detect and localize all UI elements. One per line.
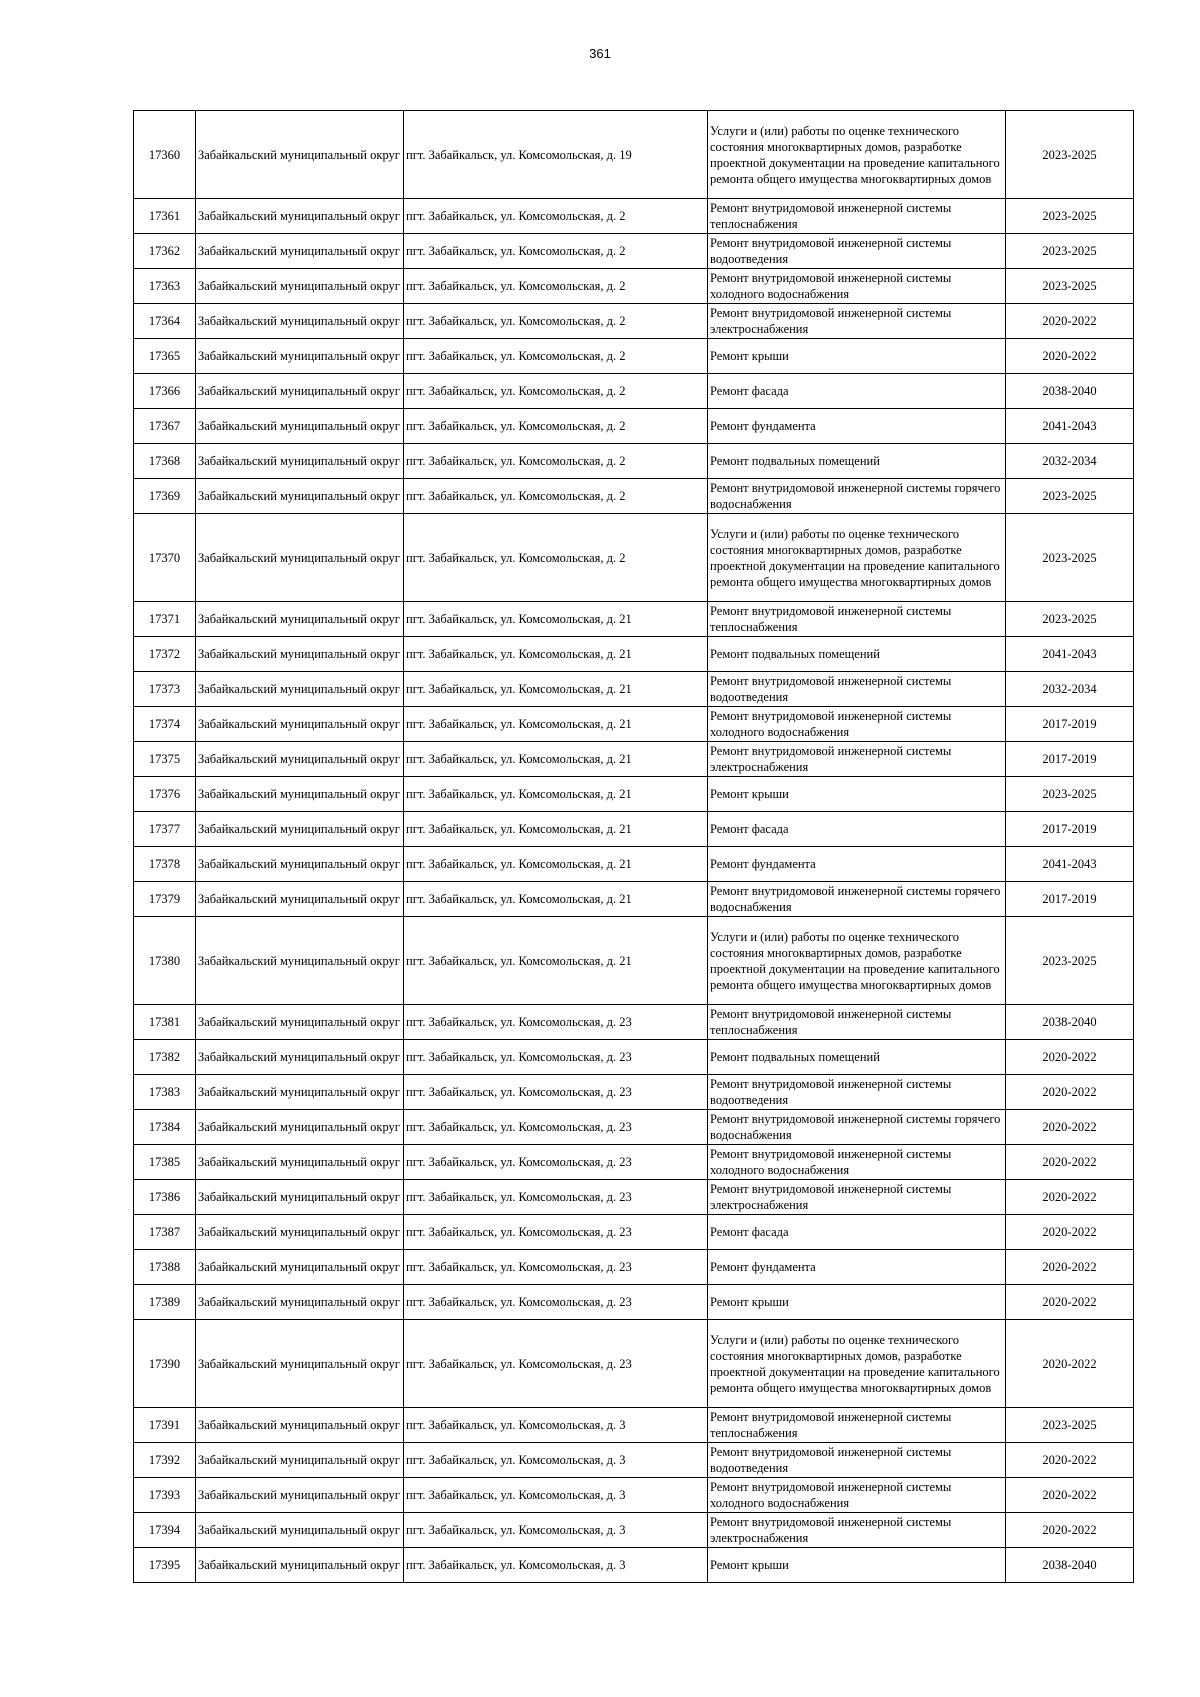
table-row	[134, 374, 1134, 409]
period-cell: 2020-2022	[1006, 1285, 1134, 1320]
period-cell: 2020-2022	[1006, 1513, 1134, 1548]
row-number: 17377	[134, 812, 196, 847]
work-type-cell: Ремонт внутридомовой инженерной системы горячего водоснабжения	[708, 479, 1006, 514]
row-number: 17383	[134, 1075, 196, 1110]
row-number: 17370	[134, 514, 196, 602]
table-row	[134, 847, 1134, 882]
work-type-cell: Ремонт крыши	[708, 1285, 1006, 1320]
work-type-cell: Ремонт подвальных помещений	[708, 1040, 1006, 1075]
period-cell: 2020-2022	[1006, 304, 1134, 339]
table-row	[134, 1180, 1134, 1215]
address-cell: пгт. Забайкальск, ул. Комсомольская, д. 23	[404, 1215, 708, 1250]
period-cell: 2041-2043	[1006, 409, 1134, 444]
work-type-cell: Ремонт внутридомовой инженерной системы холодного водоснабжения	[708, 1478, 1006, 1513]
table-row	[134, 1040, 1134, 1075]
period-cell: 2020-2022	[1006, 1145, 1134, 1180]
row-number: 17386	[134, 1180, 196, 1215]
row-number: 17361	[134, 199, 196, 234]
address-cell: пгт. Забайкальск, ул. Комсомольская, д. 23	[404, 1040, 708, 1075]
address-cell: пгт. Забайкальск, ул. Комсомольская, д. 21	[404, 742, 708, 777]
table-row	[134, 672, 1134, 707]
work-type-cell: Ремонт внутридомовой инженерной системы водоотведения	[708, 1075, 1006, 1110]
municipality-cell: Забайкальский муниципальный округ	[196, 304, 404, 339]
repair-schedule-table	[133, 110, 1134, 1583]
table-row	[134, 234, 1134, 269]
row-number: 17368	[134, 444, 196, 479]
work-type-cell: Услуги и (или) работы по оценке технического состояния многоквартирных домов, разработке проектной документации на проведение капитального ремонта общего имущества многоквартирных домов	[708, 111, 1006, 199]
work-type-cell: Ремонт внутридомовой инженерной системы теплоснабжения	[708, 1005, 1006, 1040]
table-row	[134, 269, 1134, 304]
municipality-cell: Забайкальский муниципальный округ	[196, 812, 404, 847]
row-number: 17367	[134, 409, 196, 444]
period-cell: 2020-2022	[1006, 1320, 1134, 1408]
work-type-cell: Ремонт внутридомовой инженерной системы электроснабжения	[708, 742, 1006, 777]
table-row	[134, 409, 1134, 444]
address-cell: пгт. Забайкальск, ул. Комсомольская, д. 21	[404, 812, 708, 847]
work-type-cell: Ремонт внутридомовой инженерной системы холодного водоснабжения	[708, 1145, 1006, 1180]
municipality-cell: Забайкальский муниципальный округ	[196, 111, 404, 199]
row-number: 17385	[134, 1145, 196, 1180]
municipality-cell: Забайкальский муниципальный округ	[196, 1040, 404, 1075]
row-number: 17380	[134, 917, 196, 1005]
address-cell: пгт. Забайкальск, ул. Комсомольская, д. 23	[404, 1180, 708, 1215]
work-type-cell: Ремонт фундамента	[708, 409, 1006, 444]
table-row	[134, 1215, 1134, 1250]
work-type-cell: Ремонт внутридомовой инженерной системы горячего водоснабжения	[708, 1110, 1006, 1145]
row-number: 17378	[134, 847, 196, 882]
municipality-cell: Забайкальский муниципальный округ	[196, 514, 404, 602]
period-cell: 2017-2019	[1006, 742, 1134, 777]
municipality-cell: Забайкальский муниципальный округ	[196, 602, 404, 637]
work-type-cell: Ремонт внутридомовой инженерной системы теплоснабжения	[708, 602, 1006, 637]
address-cell: пгт. Забайкальск, ул. Комсомольская, д. 3	[404, 1408, 708, 1443]
period-cell: 2017-2019	[1006, 707, 1134, 742]
table-row	[134, 304, 1134, 339]
address-cell: пгт. Забайкальск, ул. Комсомольская, д. 3	[404, 1478, 708, 1513]
address-cell: пгт. Забайкальск, ул. Комсомольская, д. 21	[404, 637, 708, 672]
address-cell: пгт. Забайкальск, ул. Комсомольская, д. 23	[404, 1110, 708, 1145]
period-cell: 2038-2040	[1006, 374, 1134, 409]
table-row	[134, 1443, 1134, 1478]
period-cell: 2020-2022	[1006, 1040, 1134, 1075]
period-cell: 2020-2022	[1006, 339, 1134, 374]
work-type-cell: Ремонт внутридомовой инженерной системы холодного водоснабжения	[708, 269, 1006, 304]
municipality-cell: Забайкальский муниципальный округ	[196, 409, 404, 444]
municipality-cell: Забайкальский муниципальный округ	[196, 234, 404, 269]
row-number: 17382	[134, 1040, 196, 1075]
municipality-cell: Забайкальский муниципальный округ	[196, 1250, 404, 1285]
address-cell: пгт. Забайкальск, ул. Комсомольская, д. 21	[404, 777, 708, 812]
row-number: 17384	[134, 1110, 196, 1145]
work-type-cell: Ремонт фасада	[708, 812, 1006, 847]
table-row	[134, 742, 1134, 777]
work-type-cell: Ремонт внутридомовой инженерной системы электроснабжения	[708, 1180, 1006, 1215]
table-row	[134, 707, 1134, 742]
municipality-cell: Забайкальский муниципальный округ	[196, 479, 404, 514]
address-cell: пгт. Забайкальск, ул. Комсомольская, д. 23	[404, 1005, 708, 1040]
period-cell: 2020-2022	[1006, 1110, 1134, 1145]
table-row	[134, 1320, 1134, 1408]
table-row	[134, 1145, 1134, 1180]
address-cell: пгт. Забайкальск, ул. Комсомольская, д. 21	[404, 602, 708, 637]
municipality-cell: Забайкальский муниципальный округ	[196, 1320, 404, 1408]
row-number: 17376	[134, 777, 196, 812]
municipality-cell: Забайкальский муниципальный округ	[196, 672, 404, 707]
period-cell: 2023-2025	[1006, 602, 1134, 637]
municipality-cell: Забайкальский муниципальный округ	[196, 374, 404, 409]
municipality-cell: Забайкальский муниципальный округ	[196, 1408, 404, 1443]
municipality-cell: Забайкальский муниципальный округ	[196, 1548, 404, 1583]
municipality-cell: Забайкальский муниципальный округ	[196, 199, 404, 234]
address-cell: пгт. Забайкальск, ул. Комсомольская, д. 23	[404, 1075, 708, 1110]
period-cell: 2020-2022	[1006, 1215, 1134, 1250]
period-cell: 2023-2025	[1006, 479, 1134, 514]
period-cell: 2017-2019	[1006, 882, 1134, 917]
municipality-cell: Забайкальский муниципальный округ	[196, 917, 404, 1005]
table-row	[134, 339, 1134, 374]
address-cell: пгт. Забайкальск, ул. Комсомольская, д. 23	[404, 1320, 708, 1408]
municipality-cell: Забайкальский муниципальный округ	[196, 1215, 404, 1250]
address-cell: пгт. Забайкальск, ул. Комсомольская, д. 19	[404, 111, 708, 199]
municipality-cell: Забайкальский муниципальный округ	[196, 269, 404, 304]
address-cell: пгт. Забайкальск, ул. Комсомольская, д. 2	[404, 409, 708, 444]
work-type-cell: Услуги и (или) работы по оценке технического состояния многоквартирных домов, разработке проектной документации на проведение капитального ремонта общего имущества многоквартирных домов	[708, 514, 1006, 602]
period-cell: 2032-2034	[1006, 444, 1134, 479]
address-cell: пгт. Забайкальск, ул. Комсомольская, д. 3	[404, 1443, 708, 1478]
table-row	[134, 1408, 1134, 1443]
work-type-cell: Ремонт фундамента	[708, 847, 1006, 882]
table-row	[134, 199, 1134, 234]
row-number: 17391	[134, 1408, 196, 1443]
period-cell: 2023-2025	[1006, 514, 1134, 602]
period-cell: 2023-2025	[1006, 917, 1134, 1005]
municipality-cell: Забайкальский муниципальный округ	[196, 1285, 404, 1320]
period-cell: 2023-2025	[1006, 269, 1134, 304]
municipality-cell: Забайкальский муниципальный округ	[196, 444, 404, 479]
table-row	[134, 812, 1134, 847]
work-type-cell: Ремонт крыши	[708, 1548, 1006, 1583]
table-row	[134, 479, 1134, 514]
address-cell: пгт. Забайкальск, ул. Комсомольская, д. 23	[404, 1285, 708, 1320]
row-number: 17373	[134, 672, 196, 707]
row-number: 17394	[134, 1513, 196, 1548]
address-cell: пгт. Забайкальск, ул. Комсомольская, д. 2	[404, 479, 708, 514]
work-type-cell: Ремонт фундамента	[708, 1250, 1006, 1285]
period-cell: 2023-2025	[1006, 1408, 1134, 1443]
row-number: 17374	[134, 707, 196, 742]
page-number: 361	[589, 46, 611, 61]
address-cell: пгт. Забайкальск, ул. Комсомольская, д. 2	[404, 269, 708, 304]
work-type-cell: Ремонт крыши	[708, 777, 1006, 812]
work-type-cell: Ремонт подвальных помещений	[708, 444, 1006, 479]
period-cell: 2020-2022	[1006, 1075, 1134, 1110]
row-number: 17365	[134, 339, 196, 374]
period-cell: 2017-2019	[1006, 812, 1134, 847]
address-cell: пгт. Забайкальск, ул. Комсомольская, д. 23	[404, 1145, 708, 1180]
row-number: 17375	[134, 742, 196, 777]
period-cell: 2020-2022	[1006, 1443, 1134, 1478]
municipality-cell: Забайкальский муниципальный округ	[196, 742, 404, 777]
work-type-cell: Ремонт фасада	[708, 1215, 1006, 1250]
address-cell: пгт. Забайкальск, ул. Комсомольская, д. 21	[404, 847, 708, 882]
period-cell: 2023-2025	[1006, 234, 1134, 269]
row-number: 17388	[134, 1250, 196, 1285]
table-row	[134, 1478, 1134, 1513]
table-row	[134, 1548, 1134, 1583]
work-type-cell: Ремонт внутридомовой инженерной системы электроснабжения	[708, 304, 1006, 339]
period-cell: 2032-2034	[1006, 672, 1134, 707]
municipality-cell: Забайкальский муниципальный округ	[196, 1145, 404, 1180]
municipality-cell: Забайкальский муниципальный округ	[196, 1110, 404, 1145]
row-number: 17372	[134, 637, 196, 672]
municipality-cell: Забайкальский муниципальный округ	[196, 1075, 404, 1110]
work-type-cell: Услуги и (или) работы по оценке технического состояния многоквартирных домов, разработке проектной документации на проведение капитального ремонта общего имущества многоквартирных домов	[708, 917, 1006, 1005]
period-cell: 2023-2025	[1006, 777, 1134, 812]
address-cell: пгт. Забайкальск, ул. Комсомольская, д. 23	[404, 1250, 708, 1285]
address-cell: пгт. Забайкальск, ул. Комсомольская, д. 2	[404, 514, 708, 602]
period-cell: 2041-2043	[1006, 847, 1134, 882]
municipality-cell: Забайкальский муниципальный округ	[196, 1005, 404, 1040]
row-number: 17360	[134, 111, 196, 199]
municipality-cell: Забайкальский муниципальный округ	[196, 339, 404, 374]
address-cell: пгт. Забайкальск, ул. Комсомольская, д. 2	[404, 374, 708, 409]
municipality-cell: Забайкальский муниципальный округ	[196, 847, 404, 882]
municipality-cell: Забайкальский муниципальный округ	[196, 1180, 404, 1215]
table-row	[134, 1110, 1134, 1145]
row-number: 17393	[134, 1478, 196, 1513]
table-row	[134, 882, 1134, 917]
table-row	[134, 1250, 1134, 1285]
address-cell: пгт. Забайкальск, ул. Комсомольская, д. 3	[404, 1548, 708, 1583]
address-cell: пгт. Забайкальск, ул. Комсомольская, д. 21	[404, 882, 708, 917]
address-cell: пгт. Забайкальск, ул. Комсомольская, д. 2	[404, 199, 708, 234]
table-row	[134, 777, 1134, 812]
address-cell: пгт. Забайкальск, ул. Комсомольская, д. 2	[404, 444, 708, 479]
municipality-cell: Забайкальский муниципальный округ	[196, 882, 404, 917]
address-cell: пгт. Забайкальск, ул. Комсомольская, д. 21	[404, 917, 708, 1005]
table-row	[134, 444, 1134, 479]
municipality-cell: Забайкальский муниципальный округ	[196, 1443, 404, 1478]
municipality-cell: Забайкальский муниципальный округ	[196, 777, 404, 812]
work-type-cell: Ремонт фасада	[708, 374, 1006, 409]
address-cell: пгт. Забайкальск, ул. Комсомольская, д. 2	[404, 339, 708, 374]
work-type-cell: Ремонт внутридомовой инженерной системы горячего водоснабжения	[708, 882, 1006, 917]
table-row	[134, 917, 1134, 1005]
table-row	[134, 111, 1134, 199]
period-cell: 2038-2040	[1006, 1005, 1134, 1040]
row-number: 17390	[134, 1320, 196, 1408]
period-cell: 2041-2043	[1006, 637, 1134, 672]
row-number: 17395	[134, 1548, 196, 1583]
row-number: 17379	[134, 882, 196, 917]
table-row	[134, 1005, 1134, 1040]
row-number: 17392	[134, 1443, 196, 1478]
work-type-cell: Ремонт внутридомовой инженерной системы холодного водоснабжения	[708, 707, 1006, 742]
work-type-cell: Ремонт внутридомовой инженерной системы водоотведения	[708, 672, 1006, 707]
period-cell: 2020-2022	[1006, 1250, 1134, 1285]
table-row	[134, 1075, 1134, 1110]
period-cell: 2038-2040	[1006, 1548, 1134, 1583]
row-number: 17389	[134, 1285, 196, 1320]
period-cell: 2023-2025	[1006, 199, 1134, 234]
table-row	[134, 514, 1134, 602]
work-type-cell: Ремонт подвальных помещений	[708, 637, 1006, 672]
period-cell: 2023-2025	[1006, 111, 1134, 199]
work-type-cell: Ремонт внутридомовой инженерной системы электроснабжения	[708, 1513, 1006, 1548]
municipality-cell: Забайкальский муниципальный округ	[196, 637, 404, 672]
table-row	[134, 602, 1134, 637]
row-number: 17366	[134, 374, 196, 409]
municipality-cell: Забайкальский муниципальный округ	[196, 707, 404, 742]
work-type-cell: Ремонт внутридомовой инженерной системы водоотведения	[708, 234, 1006, 269]
work-type-cell: Ремонт внутридомовой инженерной системы водоотведения	[708, 1443, 1006, 1478]
work-type-cell: Ремонт внутридомовой инженерной системы теплоснабжения	[708, 199, 1006, 234]
work-type-cell: Услуги и (или) работы по оценке технического состояния многоквартирных домов, разработке проектной документации на проведение капитального ремонта общего имущества многоквартирных домов	[708, 1320, 1006, 1408]
period-cell: 2020-2022	[1006, 1478, 1134, 1513]
address-cell: пгт. Забайкальск, ул. Комсомольская, д. 3	[404, 1513, 708, 1548]
work-type-cell: Ремонт крыши	[708, 339, 1006, 374]
address-cell: пгт. Забайкальск, ул. Комсомольская, д. 2	[404, 234, 708, 269]
table-body	[134, 111, 1134, 1583]
address-cell: пгт. Забайкальск, ул. Комсомольская, д. 21	[404, 672, 708, 707]
address-cell: пгт. Забайкальск, ул. Комсомольская, д. 21	[404, 707, 708, 742]
row-number: 17381	[134, 1005, 196, 1040]
municipality-cell: Забайкальский муниципальный округ	[196, 1513, 404, 1548]
municipality-cell: Забайкальский муниципальный округ	[196, 1478, 404, 1513]
row-number: 17364	[134, 304, 196, 339]
row-number: 17363	[134, 269, 196, 304]
address-cell: пгт. Забайкальск, ул. Комсомольская, д. 2	[404, 304, 708, 339]
row-number: 17369	[134, 479, 196, 514]
row-number: 17362	[134, 234, 196, 269]
row-number: 17387	[134, 1215, 196, 1250]
row-number: 17371	[134, 602, 196, 637]
table-row	[134, 1513, 1134, 1548]
table-row	[134, 637, 1134, 672]
work-type-cell: Ремонт внутридомовой инженерной системы теплоснабжения	[708, 1408, 1006, 1443]
period-cell: 2020-2022	[1006, 1180, 1134, 1215]
table-row	[134, 1285, 1134, 1320]
